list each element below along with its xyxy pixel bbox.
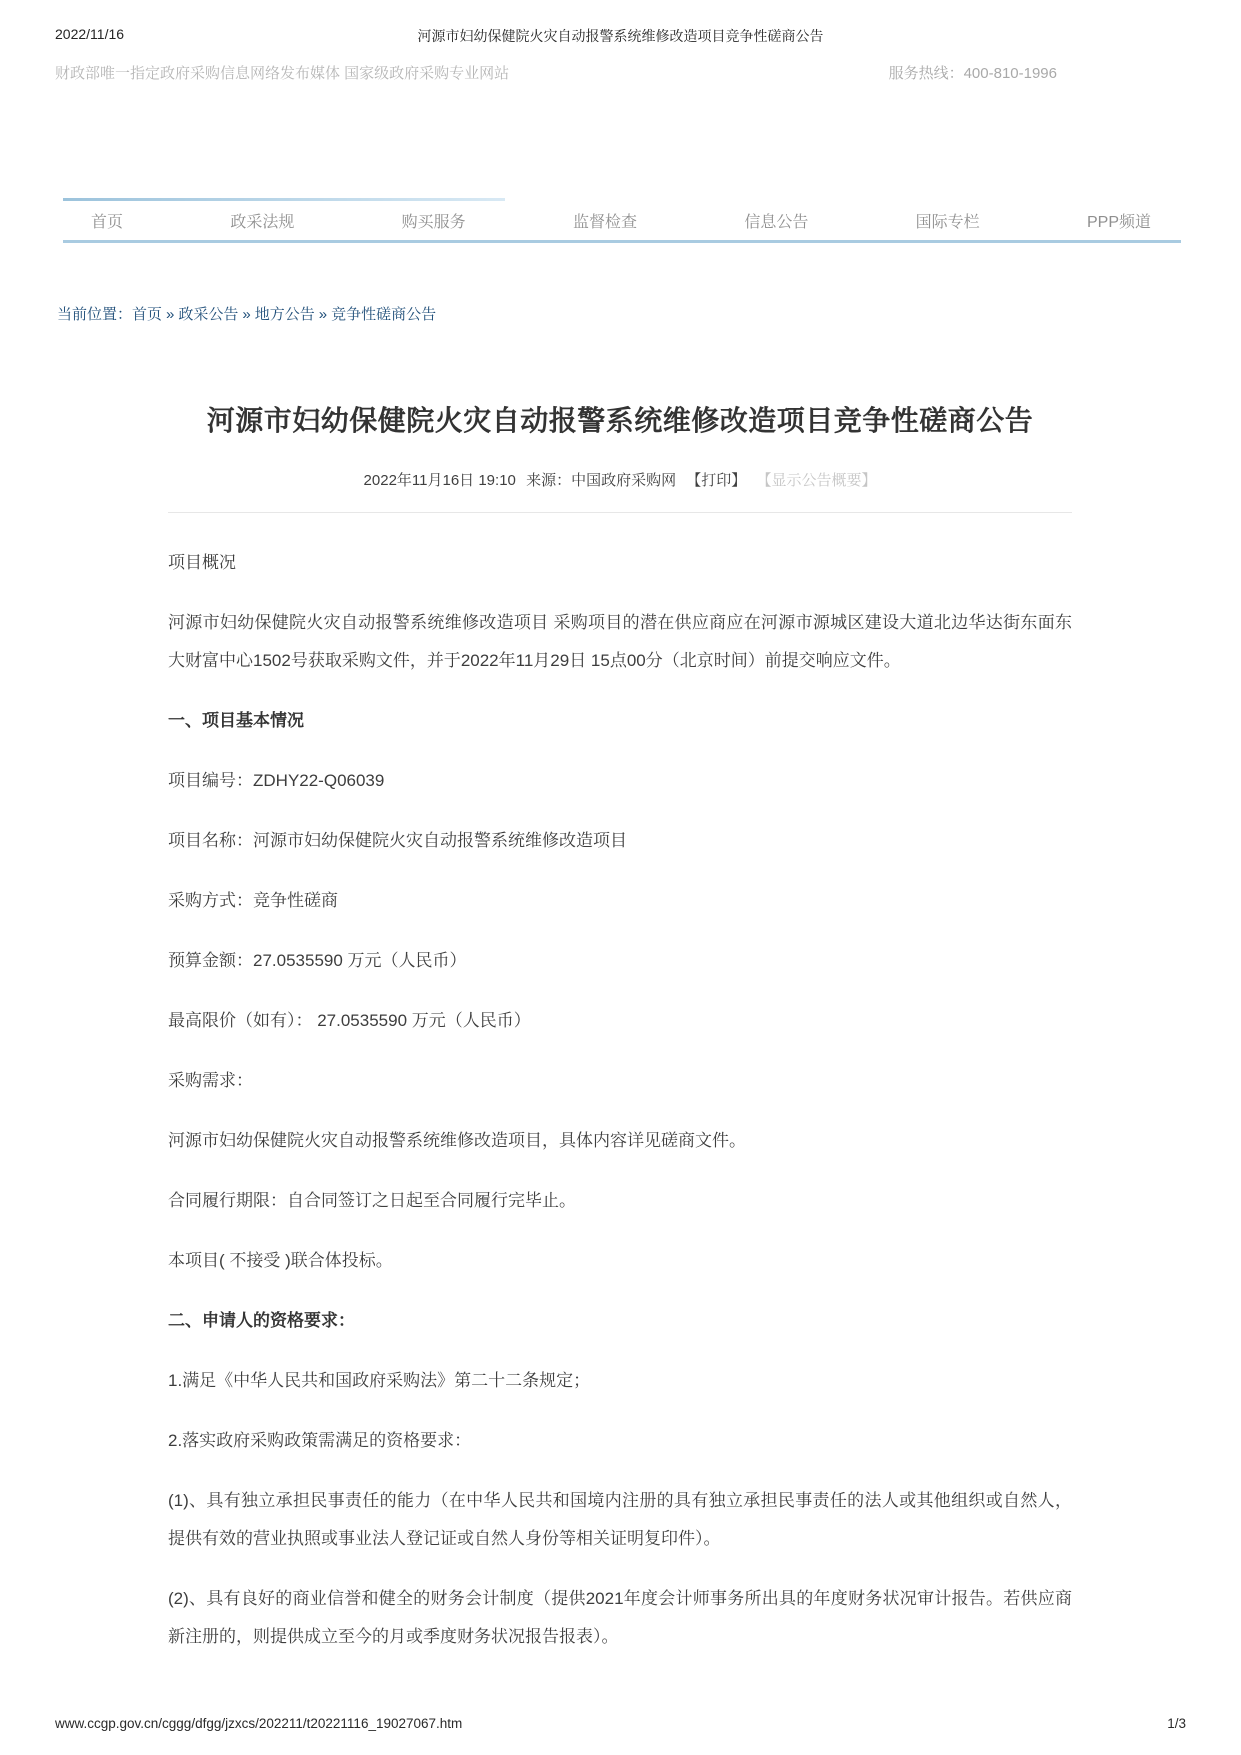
nav-item-home[interactable]: 首页: [91, 214, 124, 231]
article-paragraph: 采购需求：: [168, 1071, 253, 1090]
meta-divider: [168, 512, 1072, 513]
article-title: 河源市妇幼保健院火灾自动报警系统维修改造项目竞争性磋商公告: [206, 405, 1034, 436]
breadcrumb-label: 当前位置：: [57, 306, 133, 323]
breadcrumb: [57, 303, 436, 327]
print-button[interactable]: 【打印】: [686, 472, 747, 489]
article-paragraph: 本项目( 不接受 )联合体投标。: [168, 1251, 393, 1270]
article-paragraph: (2)、具有良好的商业信誉和健全的财务会计制度（提供2021年度会计师事务所出具的年度财务状况审计报告。若供应商新注册的，则提供成立至今的月或季度财务状况报告报表）。: [168, 1589, 1072, 1646]
nav-item-ppp[interactable]: PPP频道: [1086, 214, 1151, 231]
service-hotline: 服务热线：400-810-1996: [888, 65, 1057, 82]
print-date: 2022/11/16: [55, 26, 125, 42]
breadcrumb-link-competitive-negotiation[interactable]: 竞争性磋商公告: [331, 306, 437, 323]
article-datetime: 2022年11月16日 19:10: [363, 472, 516, 489]
article-paragraph: 最高限价（如有）： 27.0535590 万元（人民币）: [168, 1011, 531, 1030]
breadcrumb-separator: »: [318, 306, 328, 323]
summary-toggle-button[interactable]: 【显示公告概要】: [756, 472, 877, 489]
article-paragraph: 采购方式：竞争性磋商: [168, 891, 338, 910]
print-header: [0, 26, 1241, 46]
nav-item-services[interactable]: 购买服务: [401, 214, 466, 231]
article-paragraph: 项目编号：ZDHY22-Q06039: [168, 771, 385, 790]
site-tagline: 财政部唯一指定政府采购信息网络发布媒体 国家级政府采购专业网站: [55, 65, 510, 82]
article-paragraph: 项目概况: [168, 553, 236, 572]
article-paragraph: 1.满足《中华人民共和国政府采购法》第二十二条规定；: [168, 1371, 591, 1390]
footer-url: www.ccgp.gov.cn/cggg/dfgg/jzxcs/202211/t20221116_19027067.htm: [55, 1716, 463, 1731]
article-paragraph: 二、申请人的资格要求：: [168, 1311, 355, 1330]
breadcrumb-link-procurement-announcements[interactable]: 政采公告: [178, 306, 239, 323]
site-header: [0, 62, 1241, 84]
article-paragraph: 合同履行期限：自合同签订之日起至合同履行完毕止。: [168, 1191, 576, 1210]
article-body: [168, 544, 1072, 1656]
page-indicator: 1/3: [1167, 1716, 1186, 1731]
article-paragraph: 项目名称：河源市妇幼保健院火灾自动报警系统维修改造项目: [168, 831, 627, 850]
print-footer: [55, 1716, 1186, 1731]
breadcrumb-link-local-announcements[interactable]: 地方公告: [254, 306, 315, 323]
article-paragraph: 一、项目基本情况: [168, 711, 304, 730]
article-source: 来源：中国政府采购网: [526, 472, 677, 489]
article-paragraph: 预算金额：27.0535590 万元（人民币）: [168, 951, 467, 970]
nav-item-supervision[interactable]: 监督检查: [572, 214, 637, 231]
nav-active-indicator: [63, 198, 505, 201]
article-meta: [168, 470, 1072, 492]
article: [168, 402, 1072, 1678]
nav-list: [63, 198, 1181, 243]
nav-item-policy[interactable]: 政采法规: [230, 214, 295, 231]
article-paragraph: 河源市妇幼保健院火灾自动报警系统维修改造项目，具体内容详见磋商文件。: [168, 1131, 746, 1150]
article-paragraph: (1)、具有独立承担民事责任的能力（在中华人民共和国境内注册的具有独立承担民事责任的法人或其他组织或自然人，提供有效的营业执照或事业法人登记证或自然人身份等相关证明复印件）。: [168, 1491, 1072, 1548]
article-paragraph: 河源市妇幼保健院火灾自动报警系统维修改造项目 采购项目的潜在供应商应在河源市源城区建设大道北边华达街东面东大财富中心1502号获取采购文件，并于2022年11月29日 15点00分（北京时间）前提交响应文件。: [168, 613, 1072, 670]
breadcrumb-link-home[interactable]: 首页: [132, 306, 163, 323]
main-nav: [63, 198, 1181, 243]
print-doc-title: 河源市妇幼保健院火灾自动报警系统维修改造项目竞争性磋商公告: [417, 28, 824, 44]
breadcrumb-separator: »: [242, 306, 251, 323]
breadcrumb-separator: »: [166, 306, 175, 323]
nav-item-announcements[interactable]: 信息公告: [744, 214, 809, 231]
nav-item-international[interactable]: 国际专栏: [915, 214, 980, 231]
article-paragraph: 2.落实政府采购政策需满足的资格要求：: [168, 1431, 472, 1450]
